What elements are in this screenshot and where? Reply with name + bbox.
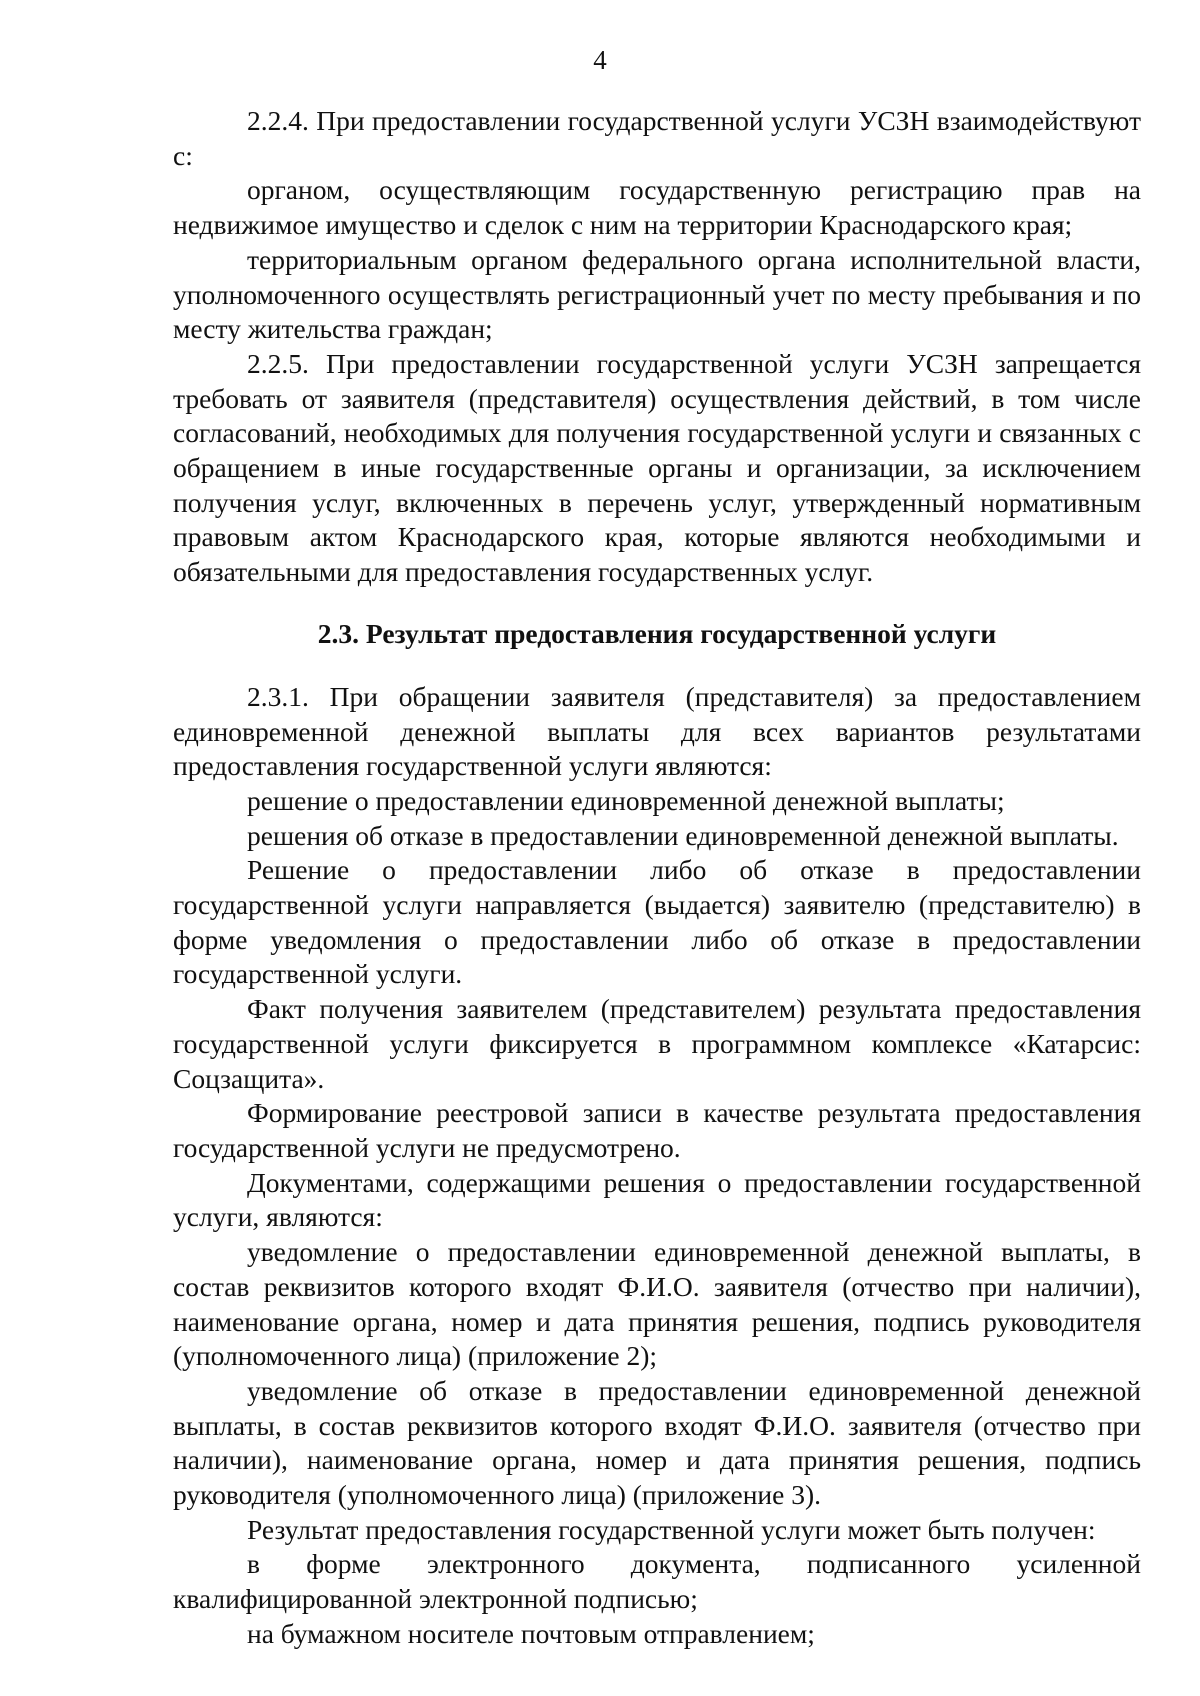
paragraph-documents-intro: Документами, содержащими решения о предоставлении государственной услуги, являются: [173, 1166, 1141, 1233]
paragraph-2-3-1: 2.3.1. При обращении заявителя (представителя) за предоставлением единовременной денежной выплаты для всех вариантов результатами предоставления государственной услуги являются: [173, 680, 1141, 782]
paragraph-electronic-form: в форме электронного документа, подписанного усиленной квалифицированной электронной подписью; [173, 1548, 1141, 1615]
paragraph-2-2-4: 2.2.4. При предоставлении государственной услуги УСЗН взаимодействуют с: [173, 105, 1141, 171]
section-heading-2-3: 2.3. Результат предоставления государственной услуги [317, 617, 997, 649]
paragraph-2-2-5: 2.2.5. При предоставлении государственной услуги УСЗН запрещается требовать от заявителя (представителя) осуществления действий, в том числе согласований, необходимых для получения государственной услуги и связанных с обращением в иные государственные органы и организации, за исключением получения услуг, включенных в перечень услуг, утвержденный нормативным правовым актом Краснодарского края, которые являются необходимыми и обязательными для предоставления государственных услуг. [173, 347, 1141, 588]
paragraph-notice-refusal: уведомление об отказе в предоставлении единовременной денежной выплаты, в состав реквизитов которого входят Ф.И.О. заявителя (отчество при наличии), наименование органа, номер и дата принятия решения, подпись руководителя (уполномоченного лица) (приложение 3). [173, 1374, 1141, 1511]
paragraph-decision-refusal: решения об отказе в предоставлении единовременной денежной выплаты. [247, 819, 1119, 851]
paragraph-registration-authority: органом, осуществляющим государственную регистрацию прав на недвижимое имущество и сделок с ним на территории Краснодарского края; [173, 174, 1141, 241]
page-number: 4 [593, 45, 607, 75]
document-body [173, 104, 1141, 1652]
paragraph-registry-record: Формирование реестровой записи в качестве результата предоставления государственной услуги не предусмотрено. [173, 1097, 1141, 1163]
paragraph-notice-grant: уведомление о предоставлении единовременной денежной выплаты, в состав реквизитов которого входят Ф.И.О. заявителя (отчество при наличии), наименование органа, номер и дата принятия решения, подпись руководителя (уполномоченного лица) (приложение 2); [173, 1236, 1141, 1372]
paragraph-territorial-authority: территориальным органом федерального органа исполнительной власти, уполномоченного осуществлять регистрационный учет по месту пребывания и по месту жительства граждан; [173, 243, 1141, 345]
paragraph-decision-delivery: Решение о предоставлении либо об отказе в предоставлении государственной услуги направляется (выдается) заявителю (представителю) в форме уведомления о предоставлении либо об отказе в предоставлении государственной услуги. [173, 854, 1141, 990]
paragraph-paper-form: на бумажном носителе почтовым отправлением; [247, 1617, 815, 1649]
paragraph-result-delivery-intro: Результат предоставления государственной услуги может быть получен: [247, 1513, 1096, 1545]
paragraph-decision-grant: решение о предоставлении единовременной денежной выплаты; [247, 784, 1005, 816]
paragraph-receipt-fixation: Факт получения заявителем (представителем) результата предоставления государственной услуги фиксируется в программном комплексе «Катарсис: Соцзащита». [173, 993, 1141, 1094]
